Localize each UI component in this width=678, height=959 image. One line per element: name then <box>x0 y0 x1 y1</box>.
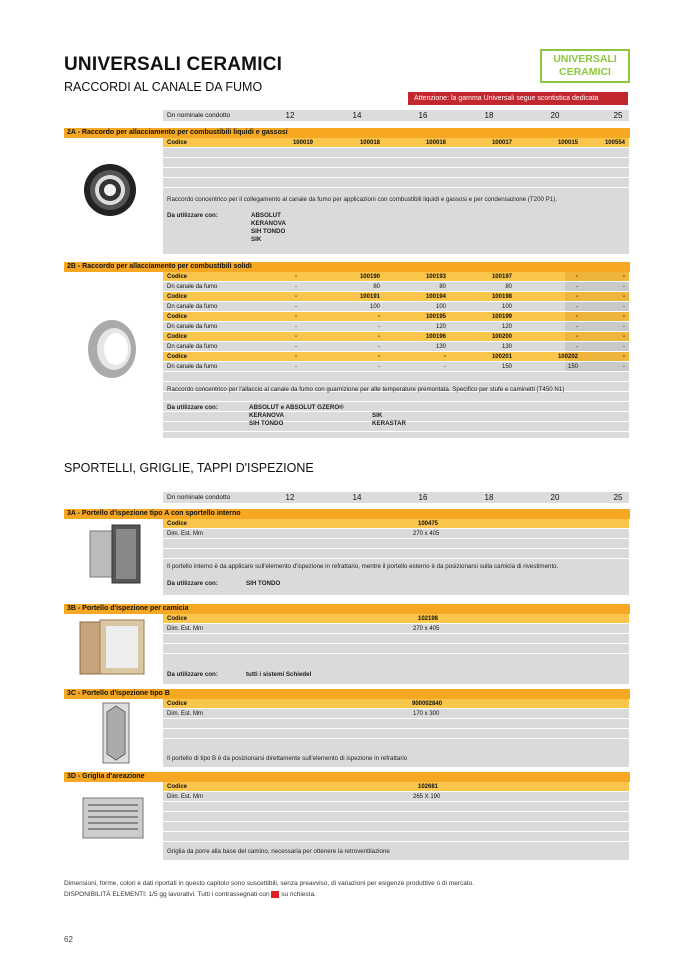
cell: - <box>295 334 297 340</box>
compat-list-2 <box>372 412 406 428</box>
compat-item: SIH TONDO <box>251 228 286 235</box>
cell: - <box>444 364 446 370</box>
cell: - <box>576 314 578 320</box>
dim-label: Dim. Est. Mm <box>167 626 203 632</box>
cell: - <box>295 364 297 370</box>
size-25: 25 <box>613 111 623 120</box>
table-row <box>163 519 629 529</box>
row-label: Dn canale da fumo <box>167 364 218 370</box>
use-label: Da utilizzare con: <box>167 404 218 411</box>
table-row <box>163 392 629 402</box>
size-header-row <box>163 110 629 121</box>
section2-title: SPORTELLI, GRIGLIE, TAPPI D'ISPEZIONE <box>64 461 314 475</box>
table-row <box>163 282 629 292</box>
cell: - <box>576 304 578 310</box>
inspection-door-casing-image <box>78 618 150 678</box>
table-row <box>163 699 629 709</box>
use-label: Da utilizzare con: <box>167 580 218 587</box>
table-row <box>163 812 629 822</box>
size-20: 20 <box>550 493 560 502</box>
section-3d-description: Griglia da porre alla base del camino, necessaria per ottenere la retroventilazione <box>167 848 390 855</box>
size-18: 18 <box>484 493 494 502</box>
cell: 100194 <box>425 294 446 300</box>
table-row <box>163 352 629 362</box>
table-row <box>163 178 629 188</box>
size-18: 18 <box>484 111 494 120</box>
dim-label: Dim. Est. Mm <box>167 794 203 800</box>
use-label: Da utilizzare con: <box>167 212 218 219</box>
dim-label: Dim. Est. Mm <box>167 531 203 537</box>
cell: 100201 <box>491 354 512 360</box>
row-label: Codice <box>167 314 188 320</box>
cell: 100 <box>369 304 380 310</box>
size-16: 16 <box>418 111 428 120</box>
cell: 150 <box>501 364 512 370</box>
availability-text: DISPONIBILITÀ ELEMENTI: 1/5 gg lavorativi. Tutti i contrassegnati con <box>64 891 270 899</box>
table-row <box>163 529 629 539</box>
page-subtitle: RACCORDI AL CANALE DA FUMO <box>64 80 263 94</box>
size-header-row-2 <box>163 492 629 503</box>
table-row <box>163 322 629 332</box>
row-label: Dn canale da fumo <box>167 284 218 290</box>
size-20: 20 <box>550 111 560 120</box>
cell: - <box>576 344 578 350</box>
section-3d-title: 3D - Griglia d'areazione <box>64 772 630 782</box>
dim-label: Dim. Est. Mm <box>167 711 203 717</box>
cell: 100197 <box>491 274 512 280</box>
solid-fuel-adapter-image <box>86 318 138 380</box>
section-3a-grid <box>163 519 629 595</box>
section-3a-title: 3A - Portello d'ispezione tipo A con sportello interno <box>64 509 630 519</box>
cell: - <box>295 354 297 360</box>
size-25: 25 <box>613 493 623 502</box>
footer-disclaimer: Dimensioni, forme, colori e dati riportati in questo capitolo sono suscettibili, senza preavviso, di variazioni per esigenze produttive o di mercato. <box>64 880 475 887</box>
cell: - <box>576 334 578 340</box>
cell: - <box>623 284 625 290</box>
table-row <box>163 342 629 352</box>
section-2a-title: 2A - Raccordo per allacciamento per combustibili liquidi e gassosi <box>64 128 630 138</box>
compat-item: SIH TONDO <box>246 580 281 587</box>
table-row <box>163 719 629 729</box>
dim-cell: 170 x 300 <box>413 711 440 717</box>
table-row <box>163 148 629 158</box>
cell: - <box>623 304 625 310</box>
table-row <box>163 792 629 802</box>
page-number: 62 <box>64 935 73 944</box>
inspection-door-a-image <box>88 523 144 587</box>
page-title: UNIVERSALI CERAMICI <box>64 54 283 75</box>
code-cell: 100015 <box>557 140 578 146</box>
table-row <box>163 372 629 382</box>
code-cell: 100018 <box>359 140 380 146</box>
cell: 100 <box>501 304 512 310</box>
cell: - <box>576 294 578 300</box>
compat-list <box>251 212 286 244</box>
section-2b-title: 2B - Raccordo per allacciamento per combustibili solidi <box>64 262 630 272</box>
size-header-label: Dn nominale condotto <box>167 494 231 501</box>
table-row <box>163 624 629 634</box>
table-row <box>163 312 629 322</box>
compat-item: KERANOVA <box>251 220 286 227</box>
table-row <box>163 802 629 812</box>
use-label: Da utilizzare con: <box>167 671 218 678</box>
table-row <box>163 138 629 148</box>
table-row <box>163 782 629 792</box>
cell: - <box>378 314 380 320</box>
compat-item: ABSOLUT e ABSOLUT GZERO® <box>249 404 344 411</box>
cell: - <box>295 284 297 290</box>
cell: 100193 <box>425 274 446 280</box>
code-cell: 102681 <box>418 784 439 790</box>
badge-line2: CERAMICI <box>559 66 611 78</box>
cell: 80 <box>439 284 446 290</box>
section-3b-grid <box>163 614 629 684</box>
compat-item: tutti i sistemi Schiedel <box>246 671 312 678</box>
cell: 100200 <box>491 334 512 340</box>
cell: 100195 <box>425 314 446 320</box>
code-cell: 100554 <box>604 140 625 146</box>
table-row <box>163 634 629 644</box>
code-cell: 900002840 <box>412 701 443 707</box>
cell: - <box>295 304 297 310</box>
table-row <box>163 402 629 412</box>
table-row <box>163 709 629 719</box>
code-cell: 100016 <box>425 140 446 146</box>
cell: - <box>295 324 297 330</box>
cell: 100 <box>435 304 446 310</box>
table-row <box>163 158 629 168</box>
cell: - <box>623 294 625 300</box>
section-2b-description: Raccordo concentrico per l'allaccio al canale da fumo con guarnizione per alte temperature premontata. Specifico per stufe e caminetti (T450 N1) <box>167 386 565 393</box>
cell: 100202 <box>557 354 578 360</box>
table-row <box>163 822 629 832</box>
concentric-adapter-image <box>82 162 138 218</box>
table-row <box>163 729 629 739</box>
table-row <box>163 272 629 282</box>
table-row <box>163 302 629 312</box>
cell: 80 <box>505 284 512 290</box>
cell: - <box>623 354 625 360</box>
cell: 130 <box>435 344 446 350</box>
cell: - <box>623 274 625 280</box>
cell: 150 <box>567 364 578 370</box>
cell: - <box>623 364 625 370</box>
section-2a-description: Raccordo concentrico per il collegamento al canale da fumo per applicazioni con combustibili liquidi e gassosi e per condensazione (T200 P1). <box>167 196 558 203</box>
cell: - <box>623 334 625 340</box>
table-row <box>163 292 629 302</box>
compat-item: SIK <box>251 236 262 243</box>
size-header-label: Dn nominale condotto <box>167 112 231 119</box>
section-3a-description: Il portello interno è da applicare sull'elemento d'ispezione in refrattario, mentre il portello esterno è da posizionarsi sulla camicia di rivestimento. <box>167 563 559 570</box>
row-label: Dn canale da fumo <box>167 324 218 330</box>
cell: 100191 <box>359 294 380 300</box>
cell: - <box>295 314 297 320</box>
cell: - <box>378 334 380 340</box>
category-badge <box>540 49 630 83</box>
warning-banner: Attenzione: la gamma Universali segue scontistica dedicata <box>408 92 628 105</box>
cell: - <box>444 354 446 360</box>
cell: - <box>378 324 380 330</box>
table-row <box>163 332 629 342</box>
row-label: Dn canale da fumo <box>167 304 218 310</box>
size-12: 12 <box>285 493 295 502</box>
code-label: Codice <box>167 784 188 790</box>
table-row <box>163 644 629 654</box>
red-marker-icon <box>271 891 279 898</box>
dim-cell: 265 X 190 <box>413 794 441 800</box>
inspection-door-b-image <box>102 702 130 764</box>
section-3c-title: 3C - Portello d'ispezione tipo B <box>64 689 630 699</box>
cell: - <box>295 274 297 280</box>
compat-item: SIK <box>372 412 383 419</box>
section-3b-title: 3B - Portello d'ispezione per camicia <box>64 604 630 614</box>
cell: - <box>623 324 625 330</box>
compat-item: KERASTAR <box>372 420 406 427</box>
cell: - <box>378 364 380 370</box>
code-cell: 100019 <box>292 140 313 146</box>
code-label: Codice <box>167 521 188 527</box>
cell: 120 <box>435 324 446 330</box>
compat-item: SIH TONDO <box>249 420 284 427</box>
section-3c-description: Il portello di tipo B è da posizionarsi direttamente sull'elemento di ispezione in refrattario <box>167 755 408 762</box>
size-14: 14 <box>352 493 362 502</box>
code-label: Codice <box>167 701 188 707</box>
dim-cell: 270 x 405 <box>413 626 440 632</box>
badge-line1: UNIVERSALI <box>553 53 617 65</box>
table-row <box>163 614 629 624</box>
code-cell: 100475 <box>418 521 439 527</box>
cell: - <box>623 314 625 320</box>
cell: - <box>576 274 578 280</box>
compat-list <box>249 404 344 428</box>
size-16: 16 <box>418 493 428 502</box>
cell: - <box>576 284 578 290</box>
row-label: Codice <box>167 274 188 280</box>
code-cell: 102198 <box>418 616 439 622</box>
cell: - <box>378 354 380 360</box>
compat-item: ABSOLUT <box>251 212 281 219</box>
cell: 100190 <box>359 274 380 280</box>
table-row <box>163 362 629 372</box>
cell: - <box>576 324 578 330</box>
table-row <box>163 168 629 178</box>
row-label: Dn canale da fumo <box>167 344 218 350</box>
table-row <box>163 539 629 549</box>
cell: 80 <box>373 284 380 290</box>
cell: 100196 <box>425 334 446 340</box>
row-label: Codice <box>167 334 188 340</box>
code-cell: 100017 <box>491 140 512 146</box>
row-label: Codice <box>167 354 188 360</box>
availability-text-end: su richiesta. <box>281 891 316 899</box>
cell: 100199 <box>491 314 512 320</box>
ventilation-grille-image <box>82 797 144 839</box>
table-row <box>163 832 629 842</box>
row-label: Codice <box>167 294 188 300</box>
table-row <box>163 549 629 559</box>
code-label: Codice <box>167 140 188 146</box>
cell: - <box>295 344 297 350</box>
cell: 120 <box>501 324 512 330</box>
footer-availability <box>64 891 316 898</box>
compat-item: KERANOVA <box>249 412 284 419</box>
cell: 100198 <box>491 294 512 300</box>
size-14: 14 <box>352 111 362 120</box>
code-label: Codice <box>167 616 188 622</box>
cell: 130 <box>501 344 512 350</box>
dim-cell: 270 x 405 <box>413 531 440 537</box>
cell: - <box>623 344 625 350</box>
cell: - <box>378 344 380 350</box>
size-12: 12 <box>285 111 295 120</box>
cell: - <box>295 294 297 300</box>
